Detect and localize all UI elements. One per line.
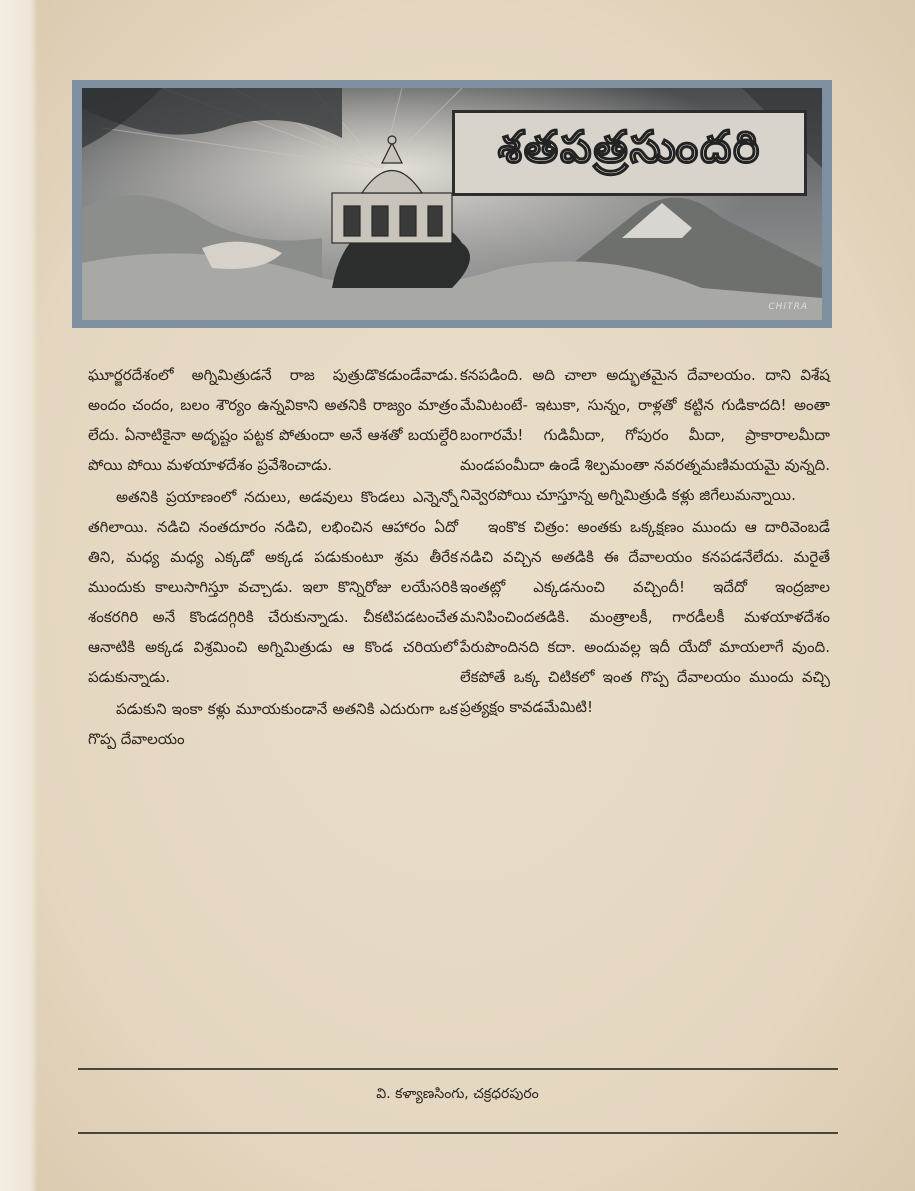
illustration-panel <box>82 88 822 320</box>
artist-signature: CHITRA <box>768 302 808 312</box>
right-column <box>460 360 830 724</box>
paragraph: ఘూర్జరదేశంలో అగ్నిమిత్రుడనే రాజ పుత్రుడొకడుండేవాడు. అందం చందం, బలం శౌర్యం ఉన్నవికాని అతనికి రాజ్యం మాత్రం లేదు. ఏనాటికైనా అదృష్టం పట్టక పోతుందా అనే ఆశతో బయల్దేరి పోయి పోయి మళయాళదేశం ప్రవేశించాడు. <box>88 366 458 474</box>
left-column <box>88 360 458 756</box>
page-margin <box>0 0 38 1191</box>
title-text: శతపత్రసుందరి <box>497 122 762 173</box>
paragraph: పడుకుని ఇంకా కళ్లు మూయకుండానే అతనికి ఎదురుగా ఒక గొప్ప దేవాలయం <box>88 700 458 748</box>
paragraph: కనపడింది. అది చాలా అద్భుతమైన దేవాలయం. దాని విశేష మేమిటంటే- ఇటుకా, సున్నం, రాళ్లతో కట్టిన గుడికాదది! అంతా బంగారమే! గుడిమీదా, గోపురం మీదా, ప్రాకారాలమీదా మండపంమీదా ఉండే శిల్పమంతా నవరత్నమణిమయమై వున్నది. నివ్వెరపోయి చూస్తూన్న అగ్నిమిత్రుడి కళ్లు జిగేలుమన్నాయి. <box>460 366 830 504</box>
author-byline: వి. కళ్యాణసింగు, చక్రధరపురం <box>376 1086 539 1102</box>
divider-bottom <box>78 1132 838 1134</box>
paragraph: అతనికి ప్రయాణంలో నదులు, అడవులు కొండలు ఎన్నెన్నో తగిలాయి. నడిచి నంతదూరం నడిచి, లభించిన ఆహారం ఏదో తిని, మధ్య మధ్య ఎక్కడో అక్కడ పడుకుంటూ శ్రమ తీరేక ముందుకు కాలుసాగిస్తూ వచ్చాడు. ఇలా కొన్నిరోజు లయేసరికి శంకరగిరి అనే కొండదగ్గిరికి చేరుకున్నాడు. చీకటిపడటంచేత ఆనాటికి అక్కడ విశ్రమించి అగ్నిమిత్రుడు ఆ కొండ చరియలో పడుకున్నాడు. <box>88 488 458 686</box>
header-illustration <box>72 80 832 328</box>
divider-top <box>78 1068 838 1070</box>
story-title <box>452 110 807 196</box>
paragraph: ఇంకొక చిత్రం: అంతకు ఒక్కక్షణం ముందు ఆ దారివెంబడే నడిచి వచ్చిన అతడికి ఈ దేవాలయం కనపడనేలేదు. మరైతే ఇంతట్లో ఎక్కడనుంచి వచ్చిందీ! ఇదేదో ఇంద్రజాల మనిపించిందతడికి. మంత్రాలకీ, గారడీలకీ మళయాళదేశం పేరుపొందినది కదా. అందువల్ల ఇదీ యేదో మాయలాగే వుంది. లేకపోతే ఒక్క చిటికలో ఇంత గొప్ప దేవాలయం ముందు వచ్చి ప్రత్యక్షం కావడమేమిటి! <box>460 518 830 716</box>
